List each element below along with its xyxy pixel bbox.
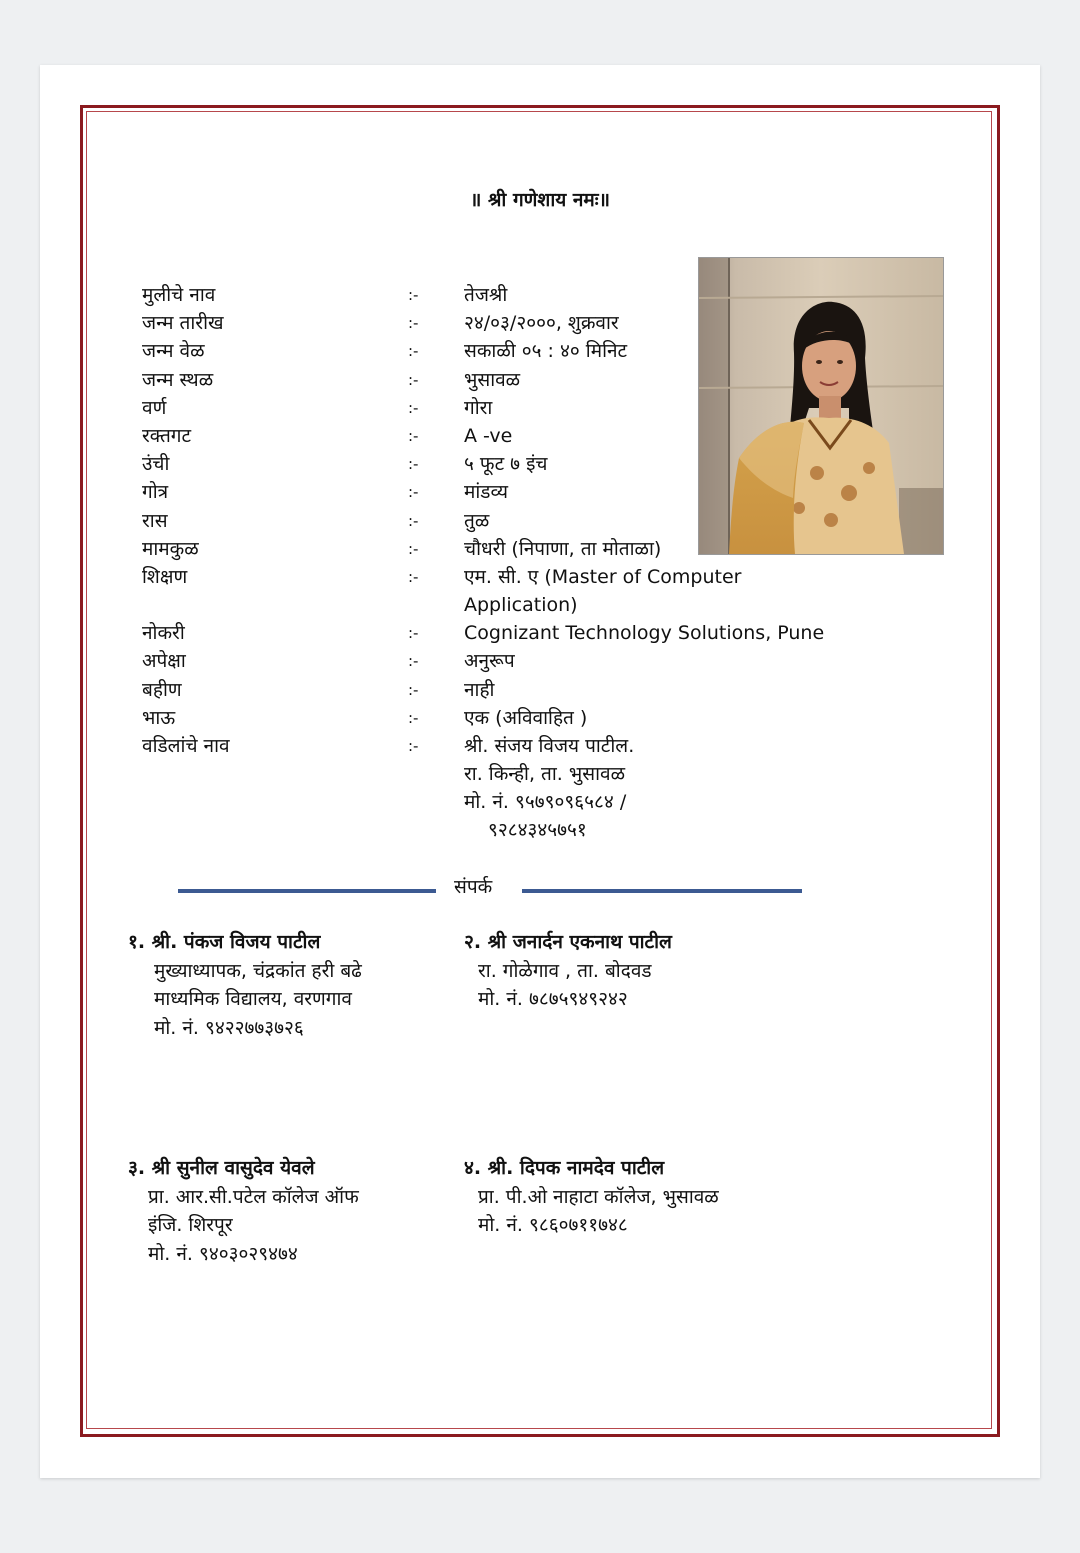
detail-value: सकाळी ०५ : ४० मिनिट	[464, 340, 628, 363]
detail-label: शिक्षण	[142, 565, 188, 588]
detail-separator: :-	[408, 286, 419, 304]
reference-3	[128, 1154, 359, 1268]
detail-value: भुसावळ	[464, 368, 521, 391]
detail-separator: :-	[408, 652, 419, 671]
detail-separator: :-	[408, 426, 419, 445]
detail-value: तुळ	[464, 509, 490, 532]
detail-separator: :-	[408, 708, 419, 727]
detail-separator: :-	[408, 511, 419, 530]
detail-label: भाऊ	[142, 706, 176, 729]
detail-value: अनुरूप	[464, 650, 515, 673]
reference-name: २. श्री जनार्दन एकनाथ पाटील	[464, 931, 672, 953]
detail-separator: :-	[408, 398, 419, 417]
detail-label: नोकरी	[142, 622, 185, 645]
detail-label: जन्म तारीख	[142, 312, 224, 335]
detail-value: ५ फूट ७ इंच	[464, 453, 548, 476]
detail-value: नाही	[464, 678, 495, 701]
reference-line: माध्यमिक विद्यालय, वरणगाव	[154, 988, 352, 1010]
detail-label: वडिलांचे नाव	[142, 735, 230, 758]
detail-separator: :-	[408, 455, 419, 474]
invocation-heading: ॥ श्री गणेशाय नमः॥	[469, 189, 611, 211]
detail-value: Cognizant Technology Solutions, Pune	[464, 622, 825, 645]
detail-separator: :-	[408, 737, 419, 756]
detail-value: चौधरी (निपाणा, ता मोताळा)	[464, 537, 662, 560]
detail-separator: :-	[408, 539, 419, 558]
detail-label: अपेक्षा	[142, 650, 186, 673]
contact-heading-label: संपर्क	[454, 876, 493, 898]
detail-label: रक्तगट	[142, 424, 192, 447]
detail-separator: :-	[408, 342, 419, 361]
detail-separator: :-	[408, 314, 419, 333]
reference-line: मो. नं. ९४०३०२९४७४	[148, 1242, 298, 1265]
detail-separator: :-	[408, 483, 419, 502]
detail-separator: :-	[408, 370, 419, 389]
detail-separator: :-	[408, 567, 419, 586]
reference-4	[464, 1154, 719, 1240]
detail-value: तेजश्री	[464, 284, 508, 306]
detail-label: मामकुळ	[142, 537, 199, 560]
detail-separator: :-	[408, 680, 419, 699]
detail-value: एक (अविवाहित )	[464, 706, 588, 729]
detail-label: वर्ण	[142, 396, 167, 419]
reference-line: इंजि. शिरपूर	[148, 1214, 233, 1236]
reference-line: मो. नं. ७८७५९४९२४२	[478, 988, 628, 1010]
detail-label: जन्म वेळ	[142, 340, 205, 363]
reference-line: प्रा. पी.ओ नाहाटा कॉलेज, भुसावळ	[478, 1185, 719, 1208]
divider	[522, 889, 802, 893]
reference-line: मो. नं. ९४२२७७३७२६	[154, 1016, 304, 1039]
reference-line: मुख्याध्यापक, चंद्रकांत हरी बढे	[154, 959, 362, 982]
detail-value: A -ve	[464, 424, 513, 447]
detail-value: श्री. संजय विजय पाटील. रा. किन्ही, ता. भुसावळ मो. नं. ९५७९०९६५८४ / ९२८४३४५७५१	[464, 735, 635, 842]
detail-label: उंची	[142, 453, 170, 476]
detail-value: मांडव्य	[464, 481, 508, 504]
detail-label: मुलीचे नाव	[142, 284, 216, 306]
detail-label: बहीण	[142, 678, 182, 701]
detail-value: गोरा	[464, 396, 493, 419]
reference-line: रा. गोळेगाव , ता. बोदवड	[478, 959, 652, 982]
reference-name: ४. श्री. दिपक नामदेव पाटील	[464, 1157, 665, 1179]
contact-section-heading	[40, 873, 1040, 903]
reference-2	[464, 928, 672, 1014]
reference-1	[128, 928, 362, 1042]
detail-label: गोत्र	[142, 481, 169, 504]
detail-separator: :-	[408, 624, 419, 643]
detail-label: जन्म स्थळ	[142, 368, 214, 391]
reference-name: ३. श्री सुनील वासुदेव येवले	[128, 1157, 315, 1179]
detail-value: एम. सी. ए (Master of Computer Application)	[464, 565, 742, 616]
divider	[178, 889, 436, 893]
detail-label: रास	[142, 509, 168, 532]
reference-name: १. श्री. पंकज विजय पाटील	[128, 931, 321, 953]
reference-line: प्रा. आर.सी.पटेल कॉलेज ऑफ	[148, 1185, 359, 1208]
reference-line: मो. नं. ९८६०७११७४८	[478, 1214, 628, 1236]
detail-value: २४/०३/२०००, शुक्रवार	[464, 312, 619, 335]
document-page	[40, 65, 1040, 1478]
